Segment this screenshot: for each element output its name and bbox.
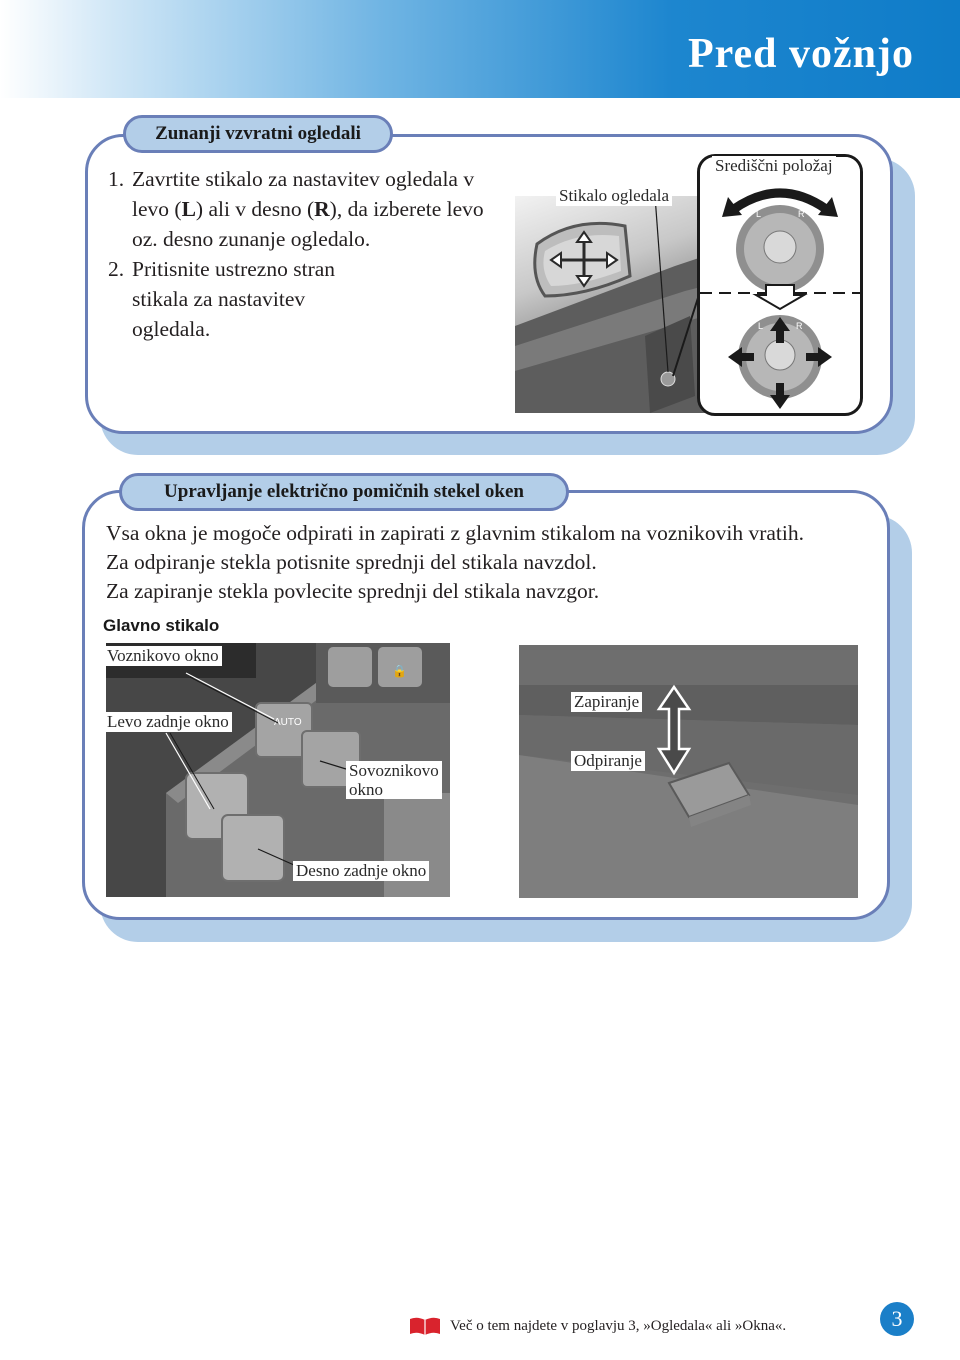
mirror-door-illustration [515, 196, 705, 413]
step-1-key-l: L [181, 197, 196, 221]
open-label: Odpiranje [571, 751, 645, 771]
master-switch-heading: Glavno stikalo [103, 616, 220, 635]
page-title: Pred vožnjo [687, 31, 914, 77]
step-2-number: 2. [108, 257, 125, 281]
step-2 [108, 254, 378, 344]
windows-intro [106, 519, 866, 606]
intro-line-3: Za zapiranje stekla povlecite sprednji del stikala navzgor. [106, 579, 600, 603]
mirror-steps [108, 164, 498, 344]
book-icon [408, 1316, 442, 1336]
intro-line-1: Vsa okna je mogoče odpirati in zapirati z glavnim stikalom na voznikovih vratih. [106, 521, 804, 545]
window-switch-photo [519, 645, 858, 898]
passenger-window-label-line-1: Sovoznikovo [349, 761, 439, 780]
svg-text:L: L [758, 321, 764, 331]
mirror-knob-diagram [697, 154, 863, 416]
svg-text:R: R [796, 321, 803, 331]
right-rear-window-label: Desno zadnje okno [293, 861, 429, 881]
window-switch-drawing [519, 645, 858, 898]
center-position-label: Središčni položaj [712, 156, 836, 176]
step-1-text-a: Zavrtite stikalo za nastavitev ogledala v levo ( [132, 167, 475, 221]
auto-marking: AUTO [274, 717, 302, 728]
step-1 [108, 164, 498, 254]
svg-text:L: L [756, 209, 762, 219]
mirror-knob-drawing [700, 157, 860, 413]
svg-text:R: R [798, 209, 805, 219]
passenger-window-label-line-2: okno [349, 780, 383, 799]
mirrors-section-tab: Zunanji vzvratni ogledali [123, 115, 393, 153]
step-1-text-c: ), da izberete levo oz. desno zunanje ogledalo. [132, 197, 484, 251]
intro-line-2: Za odpiranje stekla potisnite sprednji del stikala navzdol. [106, 550, 597, 574]
page-header [0, 0, 960, 98]
footer-note [408, 1314, 786, 1338]
svg-text:🔒: 🔒 [392, 664, 407, 678]
step-1-text-b: ) ali v desno ( [195, 197, 315, 221]
mirror-switch-label: Stikalo ogledala [556, 186, 672, 206]
close-label: Zapiranje [571, 692, 642, 712]
step-1-key-r: R [314, 197, 330, 221]
step-2-text: Pritisnite ustrezno stran stikala za nastavitev ogledala. [132, 257, 336, 341]
driver-window-label: Voznikovo okno [104, 646, 222, 666]
footer-note-text: Več o tem najdete v poglavju 3, »Ogledala« ali »Okna«. [450, 1317, 787, 1334]
step-1-number: 1. [108, 167, 125, 191]
left-rear-window-label: Levo zadnje okno [104, 712, 232, 732]
windows-section-tab: Upravljanje električno pomičnih stekel oken [119, 473, 569, 511]
mirror-door-drawing [515, 196, 705, 413]
passenger-window-label [346, 761, 442, 799]
page-number: 3 [880, 1302, 914, 1336]
